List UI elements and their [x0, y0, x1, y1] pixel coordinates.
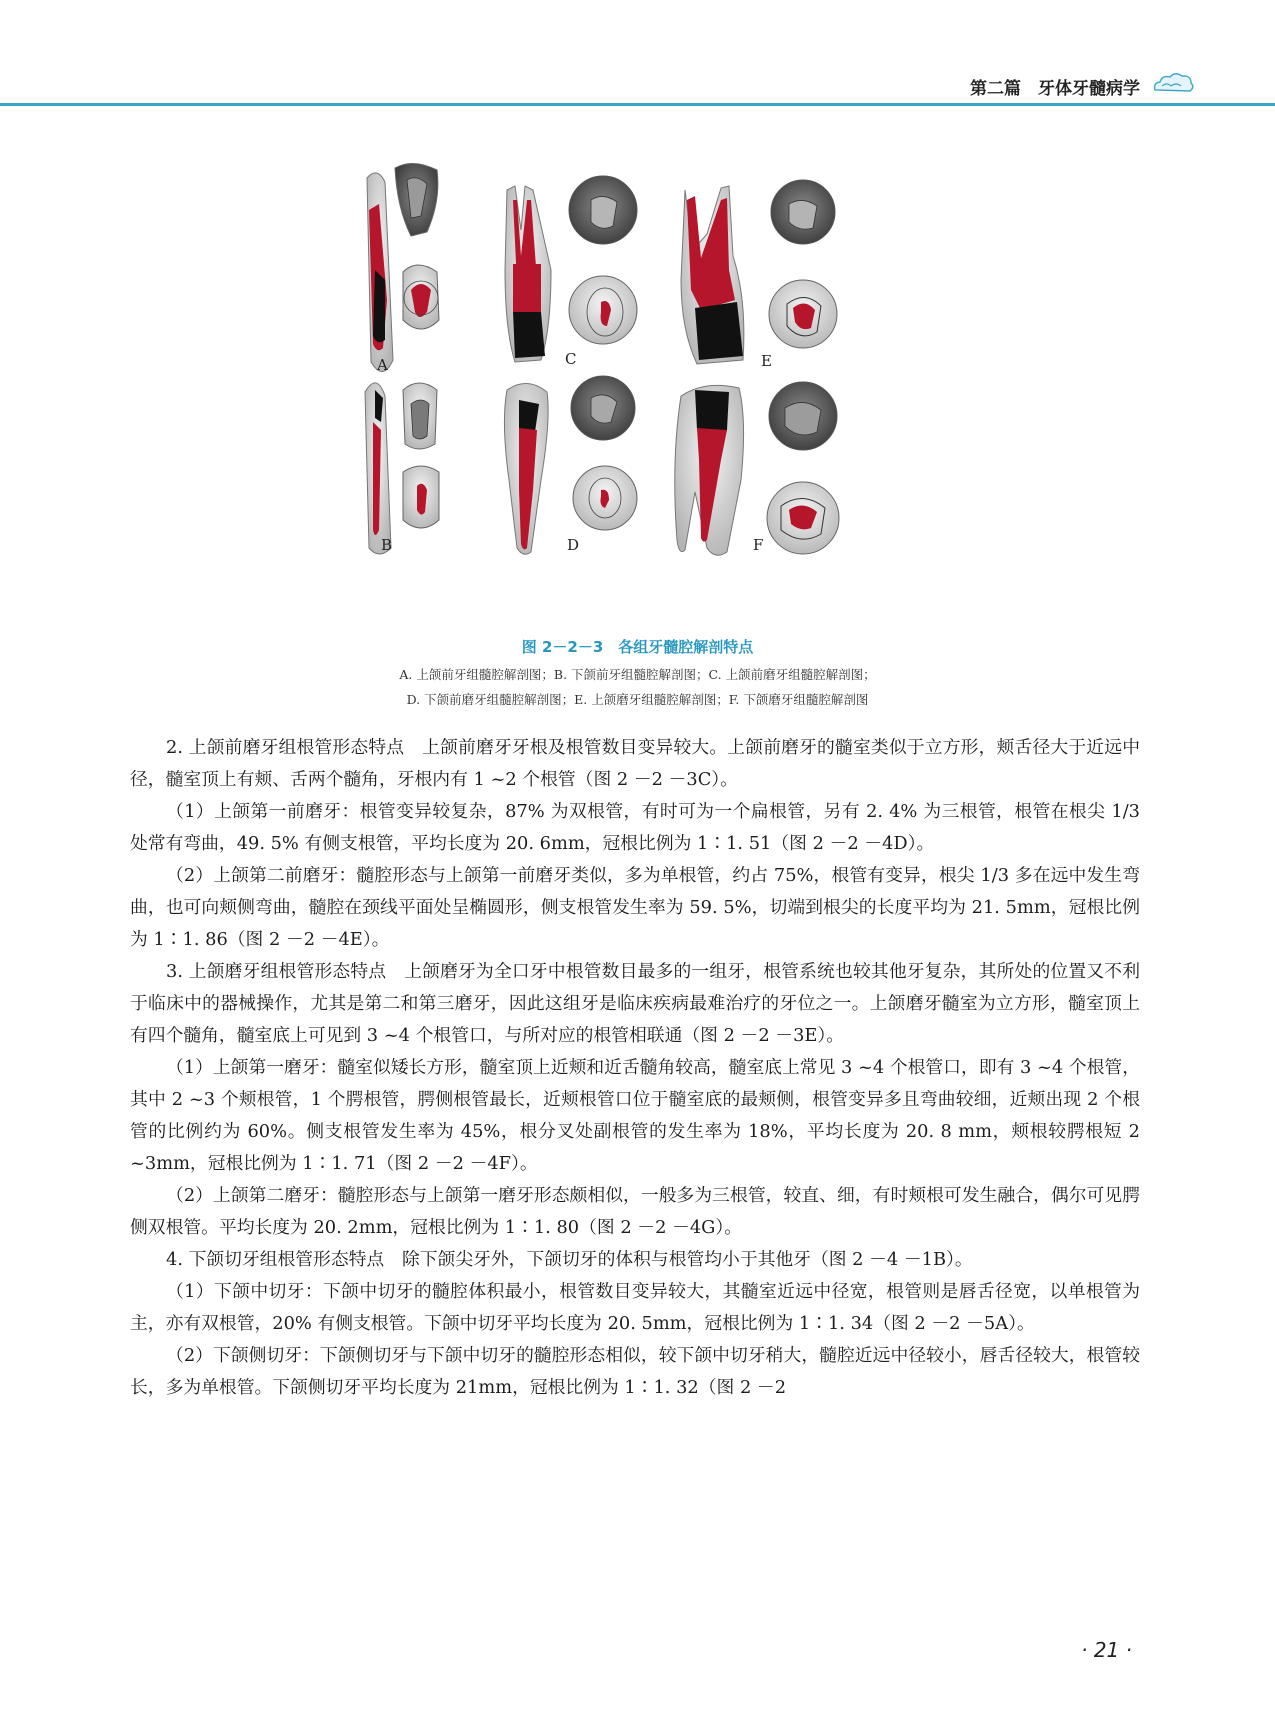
paragraph-mandibular-lateral-incisor: （2）下颌侧切牙：下颌侧切牙与下颌中切牙的髓腔形态相似，较下颌中切牙稍大，髓腔近远中径较小，唇舌径较大，根管较长，多为单根管。下颌侧切牙平均长度为 21mm，冠根比例为 1∶1. 32（图 2 －2	[130, 1345, 1140, 1398]
figure-legend-line-2: D. 下颌前磨牙组髓腔解剖图；E. 上颌磨牙组髓腔解剖图；F. 下颌磨牙组髓腔解剖图	[406, 692, 869, 707]
panel-label-f: F	[753, 536, 764, 554]
cloud-ornament-icon	[1151, 70, 1195, 96]
paragraph-maxillary-first-premolar: （1）上颌第一前磨牙：根管变异较复杂，87% 为双根管，有时可为一个扁根管，另有 2. 4% 为三根管，根管在根尖 1/3 处常有弯曲，49. 5% 有侧支根管，平均长度为 20. 6mm，冠根比例为 1∶1. 51（图 2 －2 －4D）。	[130, 801, 1140, 854]
panel-c-image	[505, 176, 637, 362]
panel-label-e: E	[761, 352, 772, 370]
panel-e-image	[681, 180, 837, 364]
page-number: · 21 ·	[1081, 1638, 1132, 1662]
paragraph-maxillary-second-premolar: （2）上颌第二前磨牙：髓腔形态与上颌第一前磨牙类似，多为单根管，约占 75%，根管有变异，根尖 1/3 多在远中发生弯曲，也可向颊侧弯曲，髓腔在颈线平面处呈椭圆形，侧支根管发生率为 59. 5%，切端到根尖的长度平均为 21. 5mm，冠根比例为 1∶1. 86（图 2 －2 －4E）。	[130, 865, 1140, 950]
paragraph-maxillary-premolar-heading: 2. 上颌前磨牙组根管形态特点 上颌前磨牙牙根及根管数目变异较大。上颌前磨牙的髓室类似于立方形，颊舌径大于近远中径，髓室顶上有颊、舌两个髓角，牙根内有 1 ~2 个根管（图 2 －2 －3C）。	[130, 737, 1140, 790]
panel-b-image	[365, 383, 439, 554]
figure-title: 图 2－2－3 各组牙髓腔解剖特点	[521, 638, 754, 656]
paragraph-maxillary-molar-heading: 3. 上颌磨牙组根管形态特点 上颌磨牙为全口牙中根管数目最多的一组牙，根管系统也较其他牙复杂，其所处的位置又不利于临床中的器械操作，尤其是第二和第三磨牙，因此这组牙是临床疾病最难治疗的牙位之一。上颌磨牙髓室为立方形，髓室顶上有四个髓角，髓室底上可见到 3 ~4 个根管口，与所对应的根管相联通（图 2 －2 －3E）。	[130, 961, 1140, 1046]
panel-label-c: C	[565, 350, 577, 368]
panel-label-d: D	[567, 536, 580, 554]
paragraph-maxillary-first-molar: （1）上颌第一磨牙：髓室似矮长方形，髓室顶上近颊和近舌髓角较高，髓室底上常见 3 ~4 个根管口，即有 3 ~4 个根管，其中 2 ~3 个颊根管，1 个腭根管，腭侧根管最长，近颊根管口位于髓室底的最颊侧，根管变异多且弯曲较细，近颊出现 2 个根管的比例约为 60%。侧支根管发生率为 45%，根分叉处副根管的发生率为 18%，平均长度为 20. 8 mm，颊根较腭根短 2 ~3mm，冠根比例为 1∶1. 71（图 2 －2 －4F）。	[130, 1057, 1140, 1174]
paragraph-maxillary-second-molar: （2）上颌第二磨牙：髓腔形态与上颌第一磨牙形态颇相似，一般多为三根管，较直、细，有时颊根可发生融合，偶尔可见腭侧双根管。平均长度为 20. 2mm，冠根比例为 1∶1. 80（图 2 －2 －4G）。	[130, 1185, 1140, 1238]
body-text	[130, 732, 1140, 1404]
panel-f-image	[675, 382, 839, 555]
panel-label-b: B	[381, 536, 393, 554]
header-rule	[0, 103, 1275, 106]
tooth-pulp-figure	[355, 160, 915, 612]
figure-legend-line-1: A. 上颌前牙组髓腔解剖图；B. 下颌前牙组髓腔解剖图；C. 上颌前磨牙组髓腔解剖图；	[399, 667, 876, 682]
panel-label-a: A	[377, 356, 388, 374]
paragraph-mandibular-incisor-heading: 4. 下颌切牙组根管形态特点 除下颌尖牙外，下颌切牙的体积与根管均小于其他牙（图 2 －4 －1B）。	[166, 1249, 973, 1270]
panel-a-image	[367, 163, 439, 371]
paragraph-mandibular-central-incisor: （1）下颌中切牙：下颌中切牙的髓腔体积最小，根管数目变异较大，其髓室近远中径宽，根管则是唇舌径宽，以单根管为主，亦有双根管，20% 有侧支根管。下颌中切牙平均长度为 20. 5mm，冠根比例为 1∶1. 34（图 2 －2 －5A）。	[130, 1281, 1140, 1334]
running-header-title: 第二篇 牙体牙髓病学	[970, 79, 1140, 99]
panel-d-image	[504, 376, 637, 554]
